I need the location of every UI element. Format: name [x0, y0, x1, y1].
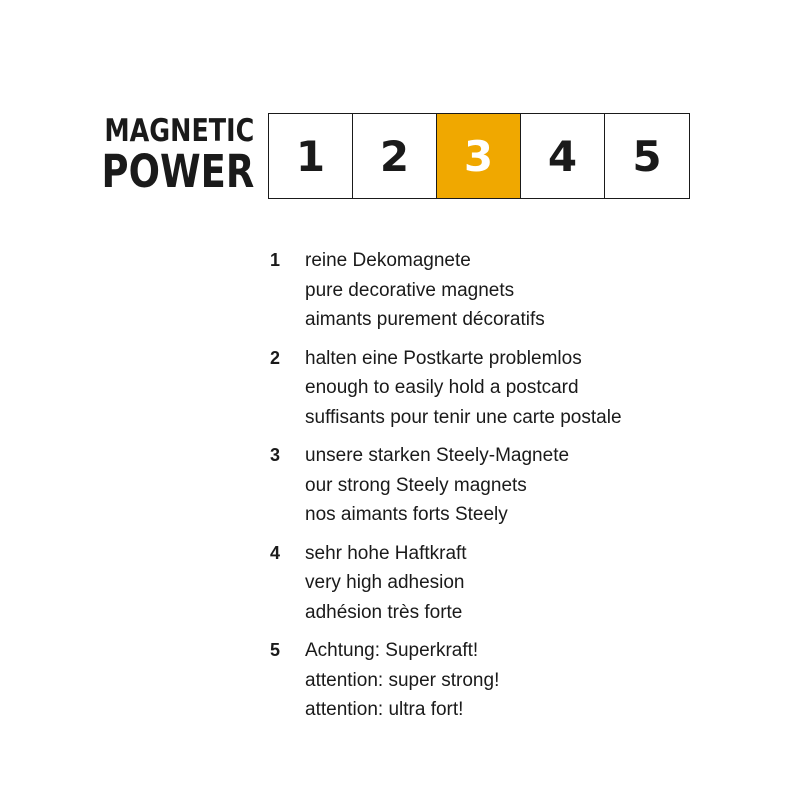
legend-text-german: halten eine Postkarte problemlos: [305, 347, 582, 369]
legend-text-german: Achtung: Superkraft!: [305, 640, 479, 661]
legend-item: [270, 441, 622, 530]
title-line-1: MAGNETIC: [104, 113, 254, 149]
legend-description: [305, 344, 622, 433]
legend-text-french: aimants purement décoratifs: [305, 309, 545, 330]
legend-number: 5: [270, 640, 281, 660]
legend-text-german: reine Dekomagnete: [305, 250, 471, 271]
legend-text-english: very high adhesion: [305, 572, 465, 593]
legend-number: 1: [270, 250, 281, 270]
legend-description: [305, 441, 569, 530]
legend-item: [270, 636, 622, 725]
legend-description: [305, 539, 467, 628]
legend-text-english: our strong Steely magnets: [305, 474, 527, 496]
scale-level-2: 2: [353, 114, 437, 198]
legend-text-french: adhésion très forte: [305, 601, 463, 623]
legend-item: [270, 246, 622, 335]
legend-number: 3: [270, 445, 281, 465]
legend-text-english: enough to easily hold a postcard: [305, 377, 579, 398]
power-scale: [268, 113, 690, 199]
legend-text-french: suffisants pour tenir une carte postale: [305, 406, 622, 428]
legend-description: [305, 636, 499, 725]
legend-text-french: nos aimants forts Steely: [305, 504, 508, 525]
legend-text-german: unsere starken Steely-Magnete: [305, 445, 570, 466]
legend-description: [305, 246, 545, 335]
legend-number: 4: [270, 542, 281, 563]
power-legend: [270, 246, 622, 734]
scale-level-5: 5: [632, 131, 662, 181]
scale-level-4: 4: [521, 114, 605, 198]
legend-item: [270, 344, 622, 433]
legend-item: [270, 539, 622, 628]
magnetic-power-title: [101, 113, 254, 198]
legend-number: 2: [270, 347, 281, 368]
legend-text-german: sehr hohe Haftkraft: [305, 542, 467, 564]
legend-text-french: attention: ultra fort!: [305, 699, 464, 720]
scale-level-3: 3: [437, 114, 521, 198]
legend-text-english: pure decorative magnets: [305, 279, 515, 301]
legend-text-english: attention: super strong!: [305, 669, 500, 691]
title-line-2: POWER: [101, 145, 254, 198]
scale-level-1: 1: [269, 114, 353, 198]
